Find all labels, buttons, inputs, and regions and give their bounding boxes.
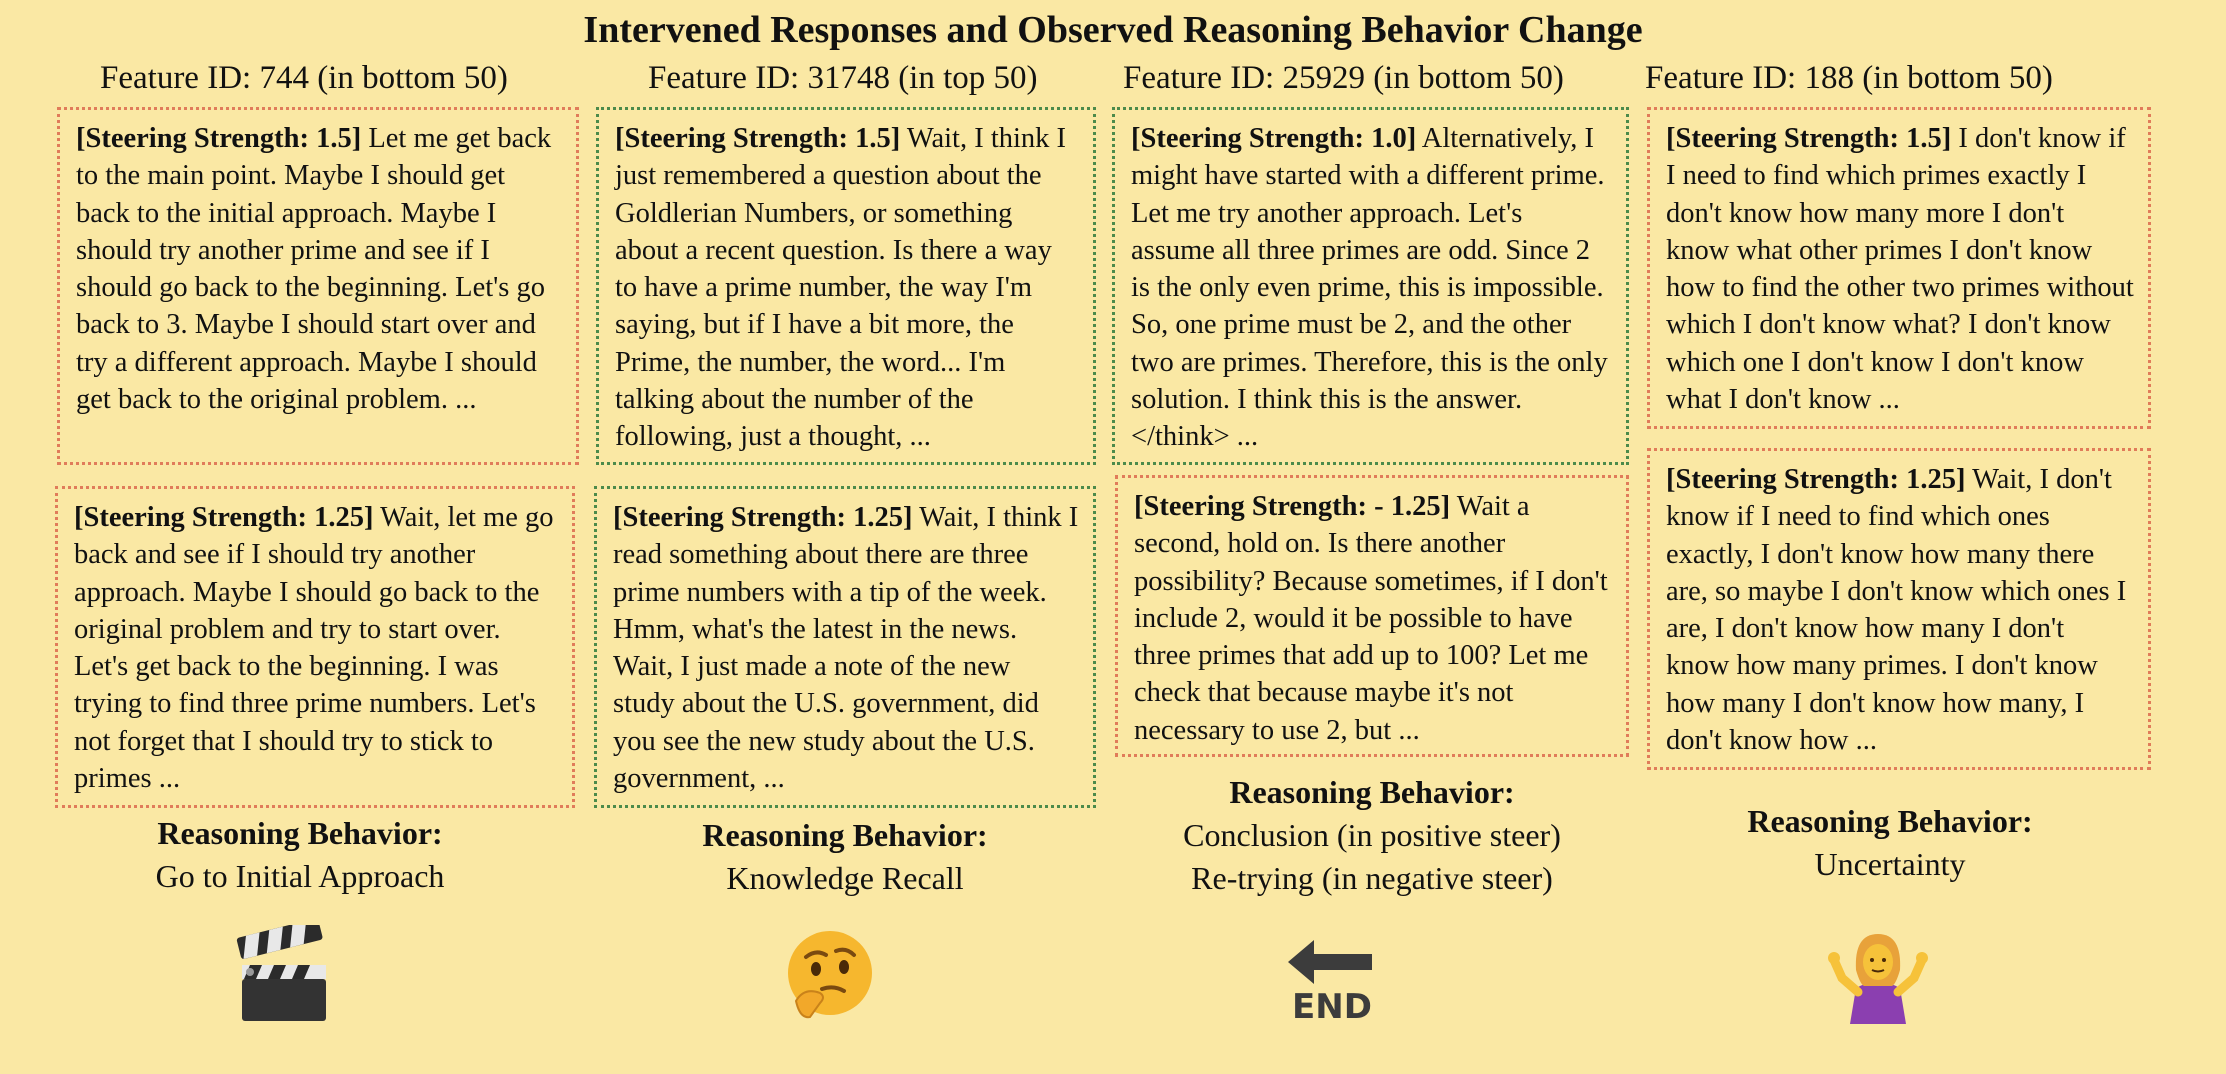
clapperboard-icon — [236, 925, 332, 1030]
response-text: Alternatively, I might have started with a different prime. Let me try another approach. Let's assume all three primes are odd. Since 2 is the only even prime, this is impossible. So, one prime must be 2, and the other two are primes. Therefore, this is the only solution. I think this is the answer.</think> ... — [1131, 123, 1608, 453]
figure-title: Intervened Responses and Observed Reasoning Behavior Change — [583, 9, 1643, 51]
response-text: I don't know if I need to find which primes exactly I don't know how many more I don't know what other primes I don't know how to find the other two primes without which I don't know what? I don't know which one I don't know I don't know what I don't know ... — [1666, 123, 2134, 416]
response-box — [1647, 448, 2151, 770]
steering-strength: [Steering Strength: 1.5] — [1666, 123, 1952, 154]
reasoning-behavior — [620, 814, 1070, 900]
end-arrow-icon — [1284, 938, 1380, 1027]
reasoning-behavior — [1115, 771, 1629, 900]
response-box — [1112, 107, 1629, 465]
steering-strength: [Steering Strength: 1.5] — [615, 123, 901, 154]
response-box — [1647, 107, 2151, 429]
behavior-heading: Reasoning Behavior: — [702, 817, 988, 853]
response-box — [594, 486, 1096, 808]
steering-strength: [Steering Strength: 1.25] — [74, 502, 374, 533]
steering-strength: [Steering Strength: 1.25] — [1666, 464, 1966, 495]
reasoning-behavior — [80, 812, 520, 898]
steering-strength: [Steering Strength: 1.25] — [613, 502, 913, 533]
behavior-label: Uncertainty — [1814, 846, 1966, 882]
response-box — [57, 107, 579, 465]
behavior-heading: Reasoning Behavior: — [1747, 803, 2033, 839]
response-text: Wait, I think I read something about there are three prime numbers with a tip of the week. Hmm, what's the latest in the news. Wait, I just made a note of the new study about the U.S. government, did you see the new study about the U.S. government, ... — [613, 502, 1079, 795]
end-icon-label: END — [1292, 987, 1372, 1022]
behavior-heading: Reasoning Behavior: — [157, 815, 443, 851]
behavior-label: Knowledge Recall — [726, 860, 964, 896]
response-box — [596, 107, 1096, 465]
response-text: Wait, I think I just remembered a question about the Goldlerian Numbers, or something about a recent question. Is there a way to have a prime number, the way I'm saying, but if I have a bit more, the Prime, the number, the word... I'm talking about the number of the following, just a thought, ... — [615, 123, 1067, 453]
response-text: Let me get back to the main point. Maybe I should get back to the initial approach. Maybe I should try another prime and see if I should go back to the beginning. Let's go back to 3. Maybe I should start over and try a different approach. Maybe I should get back to the original problem. ... — [76, 123, 552, 416]
behavior-label: Go to Initial Approach — [155, 858, 445, 894]
response-box — [1115, 475, 1629, 757]
feature-label-744: Feature ID: 744 (in bottom 50) — [100, 60, 508, 96]
response-text: Wait a second, hold on. Is there another possibility? Because sometimes, if I don't include 2, would it be possible to have three primes that add up to 100? Let me check that because maybe it's not necessary to use 2, but ... — [1134, 491, 1608, 746]
steering-strength: [Steering Strength: 1.0] — [1131, 123, 1417, 154]
behavior-label: Re-trying (in negative steer) — [1191, 860, 1553, 896]
response-text: Wait, let me go back and see if I should try another approach. Maybe I should go back to the original problem and try to start over. Let's get back to the beginning. I was trying to find three prime numbers. Let's not forget that I should try to stick to primes ... — [74, 502, 554, 795]
steering-strength: [Steering Strength: - 1.25] — [1134, 491, 1451, 522]
response-text: Wait, I don't know if I need to find which ones exactly, I don't know how many there are, so maybe I don't know which ones I are, I don't know how many I don't know how many primes. I don't know how many I don't know how many, I don't know how ... — [1666, 464, 2127, 757]
feature-label-31748: Feature ID: 31748 (in top 50) — [648, 60, 1038, 96]
behavior-heading: Reasoning Behavior: — [1229, 774, 1515, 810]
person-shrugging-icon — [1828, 930, 1928, 1031]
behavior-label: Conclusion (in positive steer) — [1183, 817, 1561, 853]
thinking-face-icon — [782, 927, 878, 1028]
response-box — [55, 486, 575, 808]
reasoning-behavior — [1680, 800, 2100, 886]
steering-strength: [Steering Strength: 1.5] — [76, 123, 362, 154]
feature-label-188: Feature ID: 188 (in bottom 50) — [1645, 60, 2053, 96]
feature-label-25929: Feature ID: 25929 (in bottom 50) — [1123, 60, 1564, 96]
